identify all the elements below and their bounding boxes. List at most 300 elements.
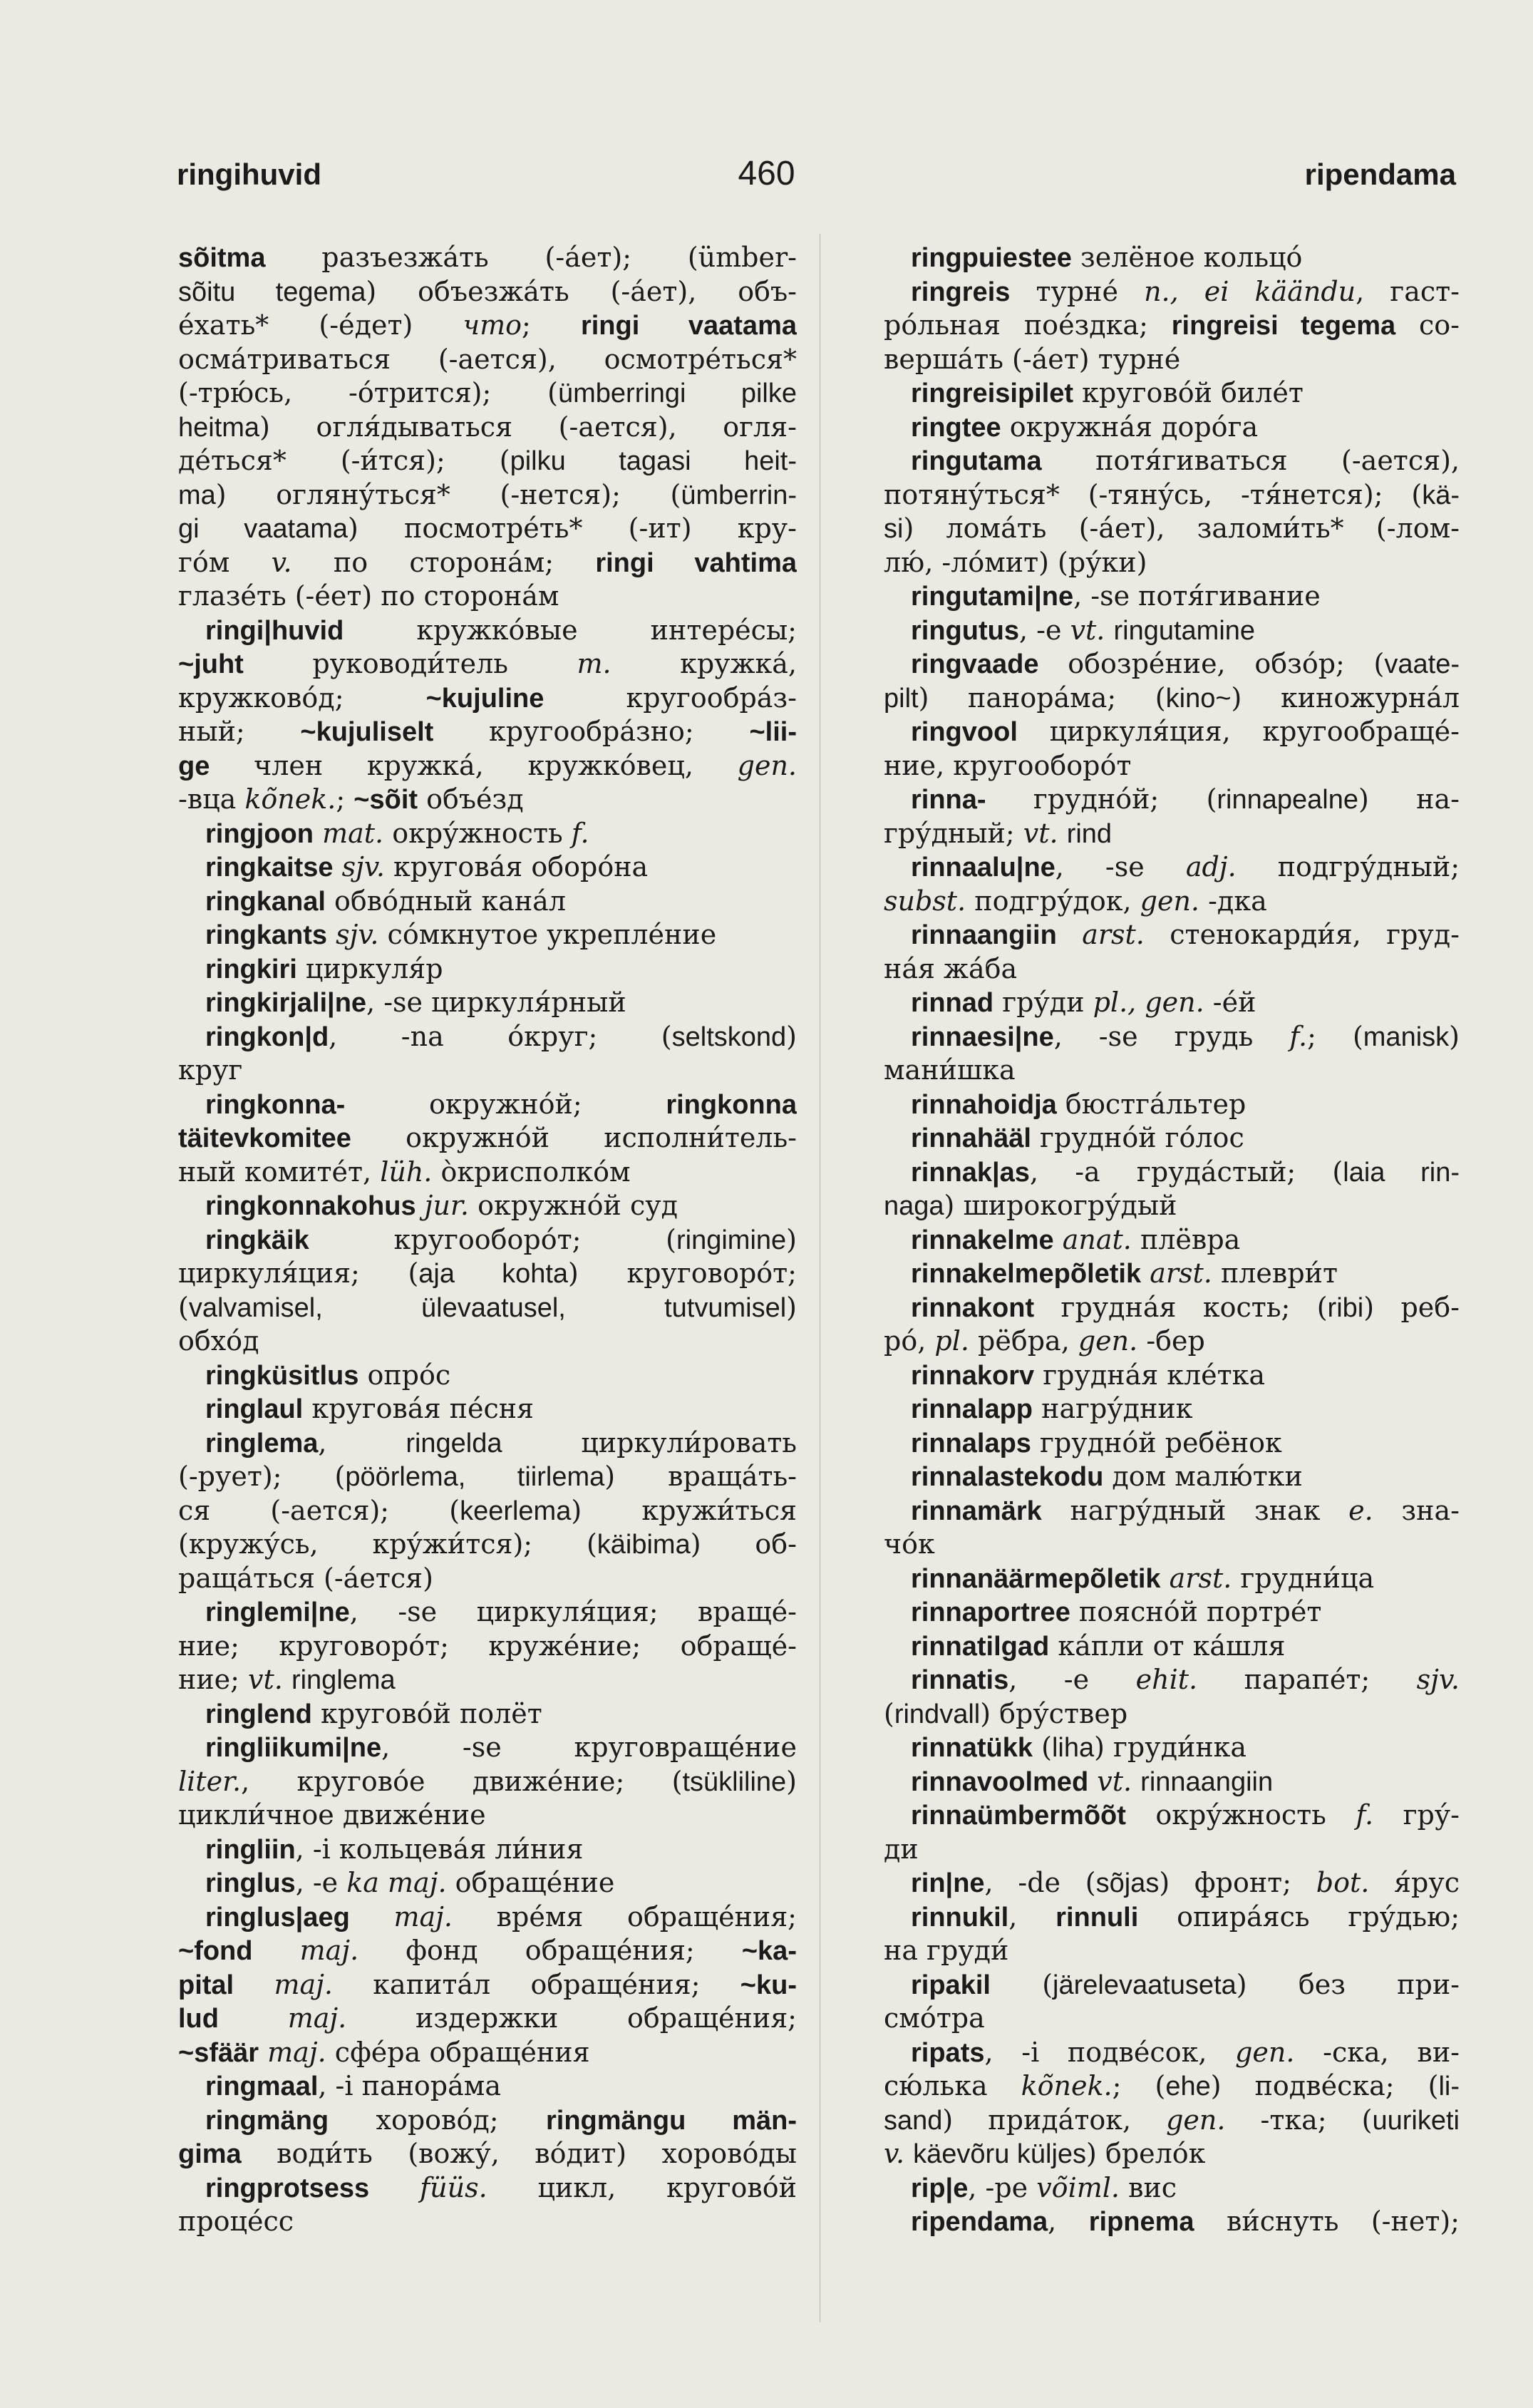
entry-text: о̀крисполко́м [432, 1156, 631, 1188]
entry-text: ка́пли от ка́шля [1049, 1630, 1286, 1662]
label-abbrev: vt. [1097, 1765, 1132, 1797]
entry-text: сфе́ра обраще́ния [326, 2036, 590, 2068]
headword: pital [178, 1970, 234, 2000]
entry-text: , -e [1018, 614, 1070, 646]
entry-text: ; [336, 783, 354, 815]
headword: ~ka- [741, 1936, 797, 1966]
entry-text: грудна́я кость; ( [1034, 1291, 1328, 1323]
label-abbrev: anat. [1062, 1223, 1132, 1255]
entry-text [350, 1901, 394, 1933]
entry-text: ) объезжа́ть (-а́ет), объ- [366, 275, 797, 307]
label-abbrev: sjv. [341, 851, 385, 883]
entry-text: кругово́й полёт [311, 1697, 542, 1729]
headword: ~kujuline [425, 683, 544, 714]
entry-line [178, 1697, 797, 1732]
label-abbrev: v. [884, 2138, 905, 2169]
entry-text: ) фронт; [1159, 1867, 1316, 1898]
entry-text: ние; [178, 1664, 249, 1695]
label-abbrev: maj. [393, 1900, 453, 1933]
entry-text: ) лома́ть (-а́ет), заломи́ть* (-лом- [903, 513, 1460, 544]
headword: ripakil [911, 1970, 991, 2000]
entry-line [884, 2036, 1460, 2070]
entry-text: де́ться* (-и́тся); ( [178, 445, 510, 476]
entry-text [1141, 1257, 1150, 1289]
entry-text: valvamisel, ülevaatusel, tutvumisel [188, 1292, 787, 1323]
entry-line [884, 1460, 1460, 1494]
entry-text: окружно́й исполни́тель- [351, 1122, 797, 1153]
entry-text: кругообра́з- [544, 681, 797, 714]
entry-text: циркуля́ция, кругообраще́- [1017, 716, 1460, 747]
entry-text [234, 1969, 274, 2000]
entry-text: ) [786, 1291, 797, 1323]
entry-line [178, 1257, 797, 1291]
headword: ringlus [205, 1868, 296, 1898]
entry-text: ümberringi pilke [557, 379, 797, 408]
headword: ringkon|d [205, 1022, 329, 1052]
label-abbrev: e. [1348, 1494, 1373, 1526]
label-abbrev: vt. [248, 1664, 283, 1695]
entry-line [178, 343, 797, 377]
headword: rinnanäärmepõletik [911, 1563, 1161, 1594]
entry-line [178, 647, 797, 681]
entry-line [884, 1663, 1460, 1697]
entry-text: кружко́вые интере́сы; [344, 614, 797, 646]
entry-line [884, 1359, 1460, 1393]
entry-text: гру́- [1373, 1799, 1460, 1831]
entry-text: ma [178, 480, 216, 510]
entry-text: кругова́я пе́сня [303, 1393, 535, 1424]
entry-text [1132, 1766, 1140, 1797]
entry-text: осма́триваться (-ается), осмотре́ться* [178, 343, 797, 375]
entry-text: кругообра́зно; [433, 716, 750, 747]
entry-line [884, 1392, 1460, 1426]
entry-line [884, 647, 1460, 681]
entry-text: окру́жность [383, 817, 572, 849]
entry-line [178, 986, 797, 1020]
headword: ringutus [911, 615, 1019, 646]
entry-text: обраще́ние [446, 1867, 615, 1898]
entry-text: ringimine [676, 1225, 787, 1255]
label-abbrev: arst. [1082, 919, 1145, 950]
headword: ringkonna [666, 1089, 797, 1120]
entry-text: опира́ясь гру́дью; [1138, 1900, 1460, 1933]
entry-line [884, 1156, 1460, 1190]
headword: ringliikumi|ne [205, 1733, 382, 1763]
entry-line [884, 444, 1460, 478]
entry-text: гру́ди [993, 987, 1093, 1018]
headword: ringi vaatama [580, 311, 797, 341]
label-abbrev: arst. [1169, 1562, 1232, 1594]
entry-text [1161, 1563, 1170, 1594]
headword: ringreisi tegema [1171, 311, 1396, 341]
entry-text: ди [884, 1833, 919, 1865]
entry-line [178, 1765, 797, 1799]
entry-text: ringelda [406, 1428, 502, 1458]
entry-text: вис [1119, 2171, 1177, 2203]
entry-text: фонд обраще́ния; [358, 1935, 742, 1966]
entry-text: käibima [597, 1530, 691, 1560]
headword: ~juht [178, 649, 244, 679]
entry-line [884, 2205, 1460, 2239]
entry-text: кругово́й биле́т [1073, 377, 1304, 408]
entry-text: ние; круговоро́т; круже́ние; обраще́- [178, 1630, 797, 1662]
entry-line [178, 1156, 797, 1190]
headword: ringlaul [205, 1394, 304, 1424]
label-abbrev: kõnek. [1021, 2070, 1113, 2101]
entry-text: ) без при- [1236, 1968, 1460, 2000]
entry-text: ) посмотре́ть* (-ит) кру- [348, 513, 797, 544]
entry-line [884, 1528, 1460, 1562]
entry-text: окружна́я доро́га [1001, 411, 1259, 443]
entry-text: heitma [178, 412, 260, 443]
headword: rinnad [911, 988, 994, 1018]
headword: rinnaümbermõõt [911, 1801, 1126, 1831]
entry-text: ) брело́к [1086, 2138, 1206, 2169]
entry-text: tsükliline [682, 1766, 787, 1797]
headword: ringlus|aeg [205, 1902, 350, 1933]
entry-line [884, 1968, 1460, 2002]
headword: ringi vahtima [595, 547, 797, 578]
entry-text: ; [522, 309, 581, 341]
entry-line [178, 2036, 797, 2070]
headword: ~kujuliselt [300, 717, 434, 747]
entry-text: liha [1051, 1733, 1095, 1763]
entry-line [884, 715, 1460, 749]
headword: rinnaalu|ne [911, 853, 1055, 883]
headword: rinnukil [911, 1902, 1009, 1933]
label-abbrev: gen. [1166, 2104, 1226, 2136]
headword: rinnalastekodu [911, 1462, 1104, 1492]
entry-line [178, 478, 797, 513]
entry-text: ) [786, 1020, 797, 1052]
entry-line [884, 681, 1460, 716]
headword: rinnavoolmed [911, 1766, 1089, 1797]
entry-text: -вца [178, 783, 245, 815]
headword: ringkonnakohus [205, 1191, 416, 1221]
entry-line [178, 1562, 797, 1596]
entry-text: (кружу́сь, кру́жи́тся); ( [178, 1528, 597, 1560]
entry-line [178, 1291, 797, 1325]
entry-text: -бер [1137, 1325, 1205, 1357]
entry-text: -ска, ви- [1294, 2036, 1460, 2068]
entry-line [178, 1833, 797, 1867]
label-abbrev: sjv. [1416, 1664, 1460, 1695]
entry-line [178, 1799, 797, 1833]
entry-line [178, 850, 797, 885]
entry-line [178, 580, 797, 614]
entry-text [314, 818, 322, 849]
headword: ringvaade [911, 649, 1039, 679]
entry-text: мани́шка [884, 1054, 1016, 1086]
entry-text: плеври́т [1212, 1257, 1338, 1289]
entry-text: , -e [295, 1867, 347, 1898]
entry-text: , -se циркуля́ция; враще́- [349, 1596, 797, 1627]
entry-text: , -se циркуля́рный [366, 987, 626, 1018]
headword: ~lii- [749, 717, 797, 747]
column-left [178, 241, 797, 2239]
entry-text: , -a груда́стый; ( [1029, 1156, 1343, 1188]
entry-line [884, 1697, 1460, 1732]
entry-text: pilku tagasi heit- [510, 446, 797, 476]
entry-text [1088, 1766, 1097, 1797]
entry-text: разъезжа́ть (-а́ет); (ümber- [265, 242, 797, 273]
entry-line [884, 2069, 1460, 2104]
label-abbrev: f. [1289, 1020, 1308, 1052]
entry-line [178, 1460, 797, 1494]
entry-text: , -i кольцева́я ли́ния [295, 1833, 584, 1865]
entry-line [884, 411, 1460, 445]
entry-text: ( [178, 1291, 189, 1323]
entry-line [884, 1799, 1460, 1833]
entry-line [178, 376, 797, 411]
entry-text: член кружка́, кружко́вец, [210, 749, 738, 781]
entry-text: хорово́д; [329, 2104, 546, 2136]
entry-text: циркуля́р [296, 952, 443, 984]
entry-line [178, 614, 797, 648]
label-abbrev: jur. [424, 1190, 469, 1221]
entry-text: ) киножурна́л [1231, 681, 1460, 714]
entry-line [884, 1189, 1460, 1223]
label-abbrev: gen. [1140, 885, 1199, 917]
entry-text: издержки обраще́ния; [346, 2002, 797, 2034]
entry-text: вре́мя обраще́ния; [453, 1900, 797, 1933]
label-abbrev: võiml. [1036, 2171, 1120, 2203]
entry-line [884, 1934, 1460, 1968]
entry-line [884, 2171, 1460, 2206]
entry-line [178, 681, 797, 716]
entry-text: ) об- [690, 1528, 797, 1560]
entry-text: на груди́ [884, 1935, 1009, 1966]
label-abbrev: arst. [1150, 1257, 1212, 1289]
entry-text: по сторона́м; [291, 546, 596, 578]
entry-text: грудна́я кле́тка [1034, 1359, 1266, 1391]
entry-text: руководи́тель [243, 648, 577, 679]
entry-text: sõjas [1095, 1868, 1160, 1898]
entry-text: , [1048, 2206, 1089, 2237]
entry-text: грудно́й; ( [986, 783, 1217, 815]
entry-text: uuriketi [1372, 2105, 1460, 2136]
headword: ringkanal [205, 886, 326, 917]
entry-text: ) [786, 1223, 797, 1255]
entry-text: потя́гиваться (-ается), [1041, 445, 1460, 476]
entry-text: sand [884, 2105, 943, 2136]
entry-line [178, 2137, 797, 2171]
headword: ringkants [205, 920, 328, 950]
headword: rinnakelme [911, 1225, 1054, 1255]
entry-line [178, 444, 797, 478]
label-abbrev: f. [1356, 1799, 1374, 1831]
entry-text: ) реб- [1363, 1291, 1460, 1323]
label-abbrev: pl., gen. [1093, 987, 1204, 1018]
entry-line [884, 614, 1460, 648]
entry-line [884, 1866, 1460, 1900]
headword: rinnamärk [911, 1496, 1042, 1526]
entry-text: -дка [1199, 885, 1267, 917]
entry-line [178, 1054, 797, 1088]
entry-line [178, 1900, 797, 1935]
headword: gima [178, 2139, 242, 2169]
entry-line [178, 1088, 797, 1122]
label-abbrev: n., ei käändu [1144, 275, 1356, 307]
headword: ~fond [178, 1936, 253, 1966]
entry-text: окружно́й суд [469, 1190, 678, 1221]
headword: rinnalapp [911, 1394, 1033, 1424]
entry-text: (-трю́сь, -о́трится); ( [178, 377, 558, 408]
entry-text: ) прида́ток, [942, 2104, 1167, 2136]
entry-text: naga [884, 1191, 944, 1221]
label-abbrev: m. [577, 648, 611, 679]
entry-text: ( [884, 1697, 894, 1729]
headword: rinnaangiin [911, 920, 1057, 950]
entry-line [178, 1189, 797, 1223]
entry-line [178, 1663, 797, 1697]
entry-line [884, 1833, 1460, 1867]
entry-text: стенокарди́я, груд- [1144, 919, 1460, 950]
label-abbrev: adj. [1185, 851, 1237, 883]
entry-line [178, 952, 797, 987]
entry-text: е́хать* (-е́дет) [178, 309, 463, 341]
entry-line [178, 2069, 797, 2104]
label-abbrev: ehit. [1135, 1664, 1198, 1695]
entry-line [884, 1054, 1460, 1088]
headword: rinnatis [911, 1665, 1009, 1695]
headword: ringreis [911, 277, 1011, 307]
headword: rinnatilgad [911, 1631, 1050, 1662]
headword: ringkirjali|ne [205, 988, 367, 1018]
headword: ringkäik [205, 1225, 309, 1255]
entry-line [884, 2002, 1460, 2036]
headword: sõitma [178, 243, 266, 273]
entry-text: ) враща́ть- [604, 1461, 797, 1492]
headword: ripnema [1088, 2207, 1194, 2237]
label-abbrev: füüs. [420, 2171, 487, 2203]
entry-text [904, 2138, 913, 2169]
label-abbrev: bot. [1316, 1867, 1370, 1898]
entry-text: manisk [1363, 1022, 1450, 1052]
entry-text: ро́, [884, 1325, 935, 1357]
entry-line [178, 2171, 797, 2206]
entry-text: поясно́й портре́т [1070, 1596, 1322, 1627]
headword: rinnaesi|ne [911, 1022, 1054, 1052]
entry-line [884, 343, 1460, 377]
entry-line [178, 1968, 797, 2002]
entry-line [884, 1324, 1460, 1359]
entry-text [334, 851, 342, 883]
entry-line [884, 512, 1460, 546]
entry-text: нагру́дный знак [1041, 1494, 1349, 1526]
entry-text: ) огляну́ться* (-нется); ( [215, 478, 681, 510]
label-abbrev: pl. [934, 1325, 969, 1357]
entry-text: ) на- [1358, 783, 1460, 815]
entry-text: подгру́дный; [1236, 851, 1460, 883]
entry-line [884, 1088, 1460, 1122]
entry-line [884, 1731, 1460, 1765]
entry-text: верша́ть (-а́ет) турне́ [884, 343, 1181, 375]
headword: ringlema [205, 1428, 319, 1458]
label-abbrev: v. [271, 546, 292, 578]
entry-text: ) круговоро́т; [568, 1257, 797, 1289]
column-right [884, 241, 1460, 2239]
entry-text: ние, кругооборо́т [884, 749, 1132, 781]
label-abbrev: что [463, 309, 522, 341]
headword: ringvool [911, 717, 1018, 747]
entry-text: дом малю́тки [1103, 1461, 1303, 1492]
entry-line [884, 1257, 1460, 1291]
entry-text: rinnaangiin [1140, 1766, 1274, 1797]
entry-line [178, 1866, 797, 1900]
entry-text: si [884, 514, 904, 544]
entry-text: , -se [1055, 851, 1186, 883]
entry-text: обво́дный кана́л [325, 885, 566, 917]
entry-text: плёвра [1131, 1223, 1241, 1255]
entry-text: ) бру́ствер [980, 1697, 1128, 1729]
entry-line [178, 1494, 797, 1528]
entry-text: кругова́я оборо́на [384, 851, 649, 883]
entry-text: ) огля́дываться (-ается), огля- [259, 411, 797, 443]
entry-line [178, 749, 797, 783]
entry-text: грудно́й го́лос [1031, 1122, 1244, 1153]
entry-text [1105, 614, 1113, 646]
label-abbrev: subst. [884, 885, 966, 917]
entry-line [178, 1934, 797, 1968]
entry-text: гру́дный; [884, 817, 1023, 849]
entry-text: li- [1438, 2072, 1460, 2101]
entry-text: подгру́док, [966, 885, 1140, 917]
entry-text: обхо́д [178, 1325, 259, 1357]
entry-text: ся (-ается); ( [178, 1494, 460, 1526]
headword: ringreisipilet [911, 379, 1074, 408]
entry-text: , кругово́е движе́ние; ( [241, 1765, 683, 1797]
entry-line [178, 1020, 797, 1054]
entry-text: , -se грудь [1053, 1020, 1290, 1052]
entry-text: ümberrin- [681, 480, 797, 510]
entry-text [252, 1935, 299, 1966]
entry-line [178, 1324, 797, 1359]
entry-text: kino~ [1165, 683, 1232, 714]
label-abbrev: maj. [299, 1935, 359, 1966]
entry-line [178, 783, 797, 817]
entry-text: води́ть (вожу́, во́дит) хорово́ды [241, 2138, 797, 2169]
entry-text: я́рус [1369, 1867, 1460, 1898]
entry-text: циркуля́ция; ( [178, 1257, 419, 1289]
entry-text: , -pe [968, 2171, 1037, 2203]
label-abbrev: gen. [1235, 2036, 1295, 2068]
label-abbrev: maj. [267, 2036, 326, 2068]
entry-line [884, 817, 1460, 851]
entry-line [884, 1291, 1460, 1325]
entry-line [178, 1223, 797, 1257]
headword: rinnak|as [911, 1157, 1030, 1188]
entry-text [1054, 1224, 1063, 1255]
entry-text: ный; [178, 716, 301, 747]
entry-line [884, 1121, 1460, 1156]
entry-text: капита́л обраще́ния; [333, 1968, 740, 2000]
entry-text: нагру́дник [1033, 1393, 1193, 1424]
entry-text: sõitu tegema [178, 277, 366, 307]
entry-text: gi vaatama [178, 514, 348, 544]
entry-text: ) кружи́ться [571, 1494, 797, 1526]
entry-text [1057, 919, 1082, 950]
label-abbrev: liter. [178, 1765, 242, 1797]
entry-text [283, 1664, 291, 1695]
headword: ringpuiestee [911, 243, 1072, 273]
headword: rinnalaps [911, 1428, 1031, 1458]
headword: rinnahoidja [911, 1089, 1057, 1120]
headword: ringküsitlus [205, 1360, 359, 1391]
headword: ~sfäär [178, 2037, 259, 2068]
entry-line [884, 783, 1460, 817]
label-abbrev: mat. [322, 817, 384, 849]
